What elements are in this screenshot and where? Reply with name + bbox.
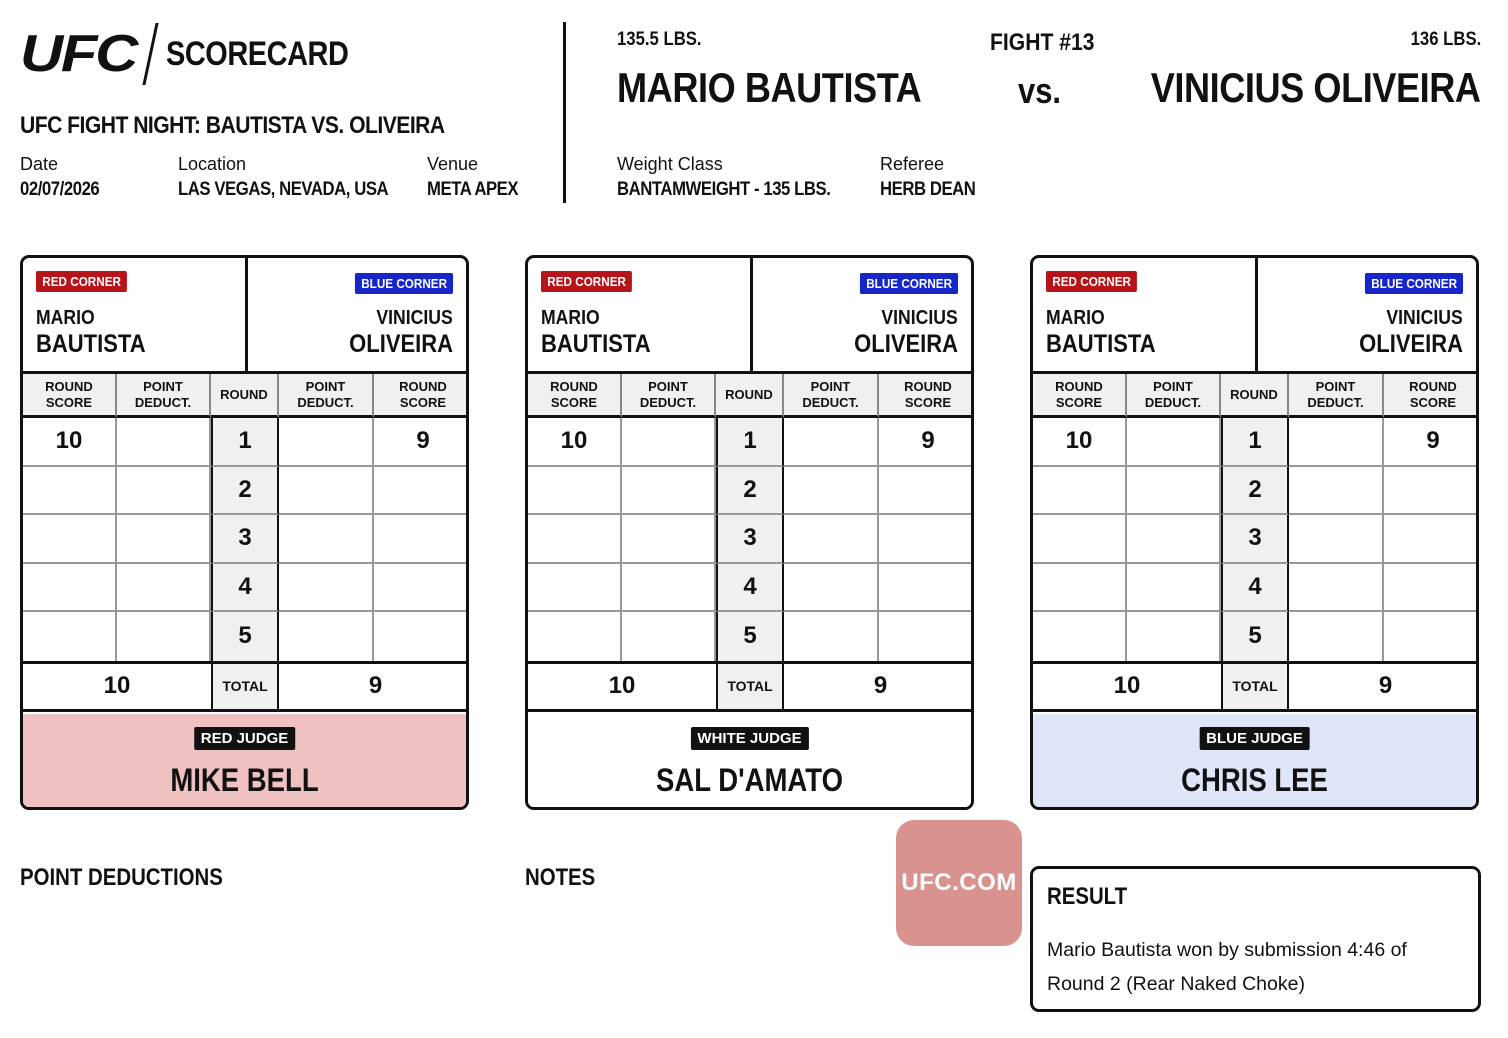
red-first-name: MARIO bbox=[36, 307, 95, 329]
blue-point-deduct bbox=[1289, 467, 1384, 516]
red-round-score bbox=[1033, 515, 1127, 564]
event-title: UFC FIGHT NIGHT: BAUTISTA VS. OLIVEIRA bbox=[20, 112, 445, 139]
notes-title: NOTES bbox=[525, 864, 596, 891]
red-point-deduct bbox=[622, 564, 716, 613]
scorecard-1 bbox=[20, 255, 469, 810]
date-value: 02/07/2026 bbox=[20, 179, 100, 200]
blue-corner-badge: BLUE CORNER bbox=[1365, 273, 1463, 294]
round-number: 3 bbox=[716, 515, 784, 564]
blue-round-score bbox=[879, 515, 974, 564]
round-number: 1 bbox=[716, 418, 784, 467]
judge-badge: RED JUDGE bbox=[194, 727, 296, 750]
blue-round-score bbox=[1384, 612, 1479, 661]
blue-total: 9 bbox=[1289, 661, 1479, 712]
round-number: 3 bbox=[1221, 515, 1289, 564]
blue-point-deduct bbox=[1289, 612, 1384, 661]
logo-divider bbox=[142, 23, 158, 85]
blue-total: 9 bbox=[784, 661, 974, 712]
total-label: TOTAL bbox=[1221, 661, 1289, 712]
red-round-score bbox=[23, 564, 117, 613]
blue-last-name: OLIVEIRA bbox=[854, 330, 958, 358]
watermark-text: UFC.COM bbox=[901, 869, 1017, 896]
card-fighters-header bbox=[23, 258, 466, 374]
blue-first-name: VINICIUS bbox=[376, 307, 453, 329]
versus-label: vs. bbox=[1018, 70, 1062, 111]
corner-divider bbox=[750, 258, 753, 371]
red-point-deduct bbox=[1127, 564, 1221, 613]
judge-name: MIKE BELL bbox=[170, 762, 319, 798]
ufc-logo-text: UFC bbox=[20, 25, 137, 83]
point-deductions-title: POINT DEDUCTIONS bbox=[20, 864, 223, 891]
red-corner-badge: RED CORNER bbox=[1046, 271, 1137, 292]
referee-value: HERB DEAN bbox=[880, 179, 976, 200]
red-point-deduct bbox=[1127, 612, 1221, 661]
red-first-name: MARIO bbox=[1046, 307, 1105, 329]
blue-point-deduct bbox=[279, 418, 374, 467]
fight-number: FIGHT #13 bbox=[990, 29, 1095, 56]
red-round-score-header: ROUND SCORE bbox=[528, 374, 622, 418]
red-last-name: BAUTISTA bbox=[36, 330, 146, 358]
red-fighter-name: MARIO BAUTISTA bbox=[617, 64, 922, 111]
red-point-deduct bbox=[117, 467, 211, 516]
weight-class-value: BANTAMWEIGHT - 135 LBS. bbox=[617, 179, 831, 200]
blue-round-score: 9 bbox=[879, 418, 974, 467]
red-last-name: BAUTISTA bbox=[541, 330, 651, 358]
red-point-deduct-header: POINT DEDUCT. bbox=[1127, 374, 1221, 418]
blue-round-score-header: ROUND SCORE bbox=[879, 374, 974, 418]
red-point-deduct bbox=[622, 612, 716, 661]
blue-round-score bbox=[1384, 515, 1479, 564]
card-fighters-header bbox=[1033, 258, 1476, 374]
red-fighter-weight: 135.5 LBS. bbox=[617, 29, 702, 50]
red-round-score bbox=[528, 612, 622, 661]
red-point-deduct bbox=[117, 515, 211, 564]
red-total: 10 bbox=[1033, 661, 1221, 712]
red-point-deduct bbox=[622, 515, 716, 564]
round-number: 3 bbox=[211, 515, 279, 564]
location-label: Location bbox=[178, 154, 247, 174]
scorecard-2 bbox=[525, 255, 974, 810]
blue-total: 9 bbox=[279, 661, 469, 712]
blue-round-score bbox=[879, 612, 974, 661]
blue-fighter-name: VINICIUS OLIVEIRA bbox=[1151, 64, 1481, 111]
red-point-deduct bbox=[622, 467, 716, 516]
red-round-score bbox=[528, 564, 622, 613]
red-round-score: 10 bbox=[528, 418, 622, 467]
round-header: ROUND bbox=[211, 374, 279, 418]
date-label: Date bbox=[20, 154, 59, 174]
blue-point-deduct-header: POINT DEDUCT. bbox=[279, 374, 374, 418]
blue-last-name: OLIVEIRA bbox=[349, 330, 453, 358]
blue-round-score bbox=[374, 467, 469, 516]
round-header: ROUND bbox=[1221, 374, 1289, 418]
round-number: 2 bbox=[211, 467, 279, 516]
judge-section bbox=[1033, 714, 1476, 810]
round-number: 5 bbox=[211, 612, 279, 661]
blue-round-score: 9 bbox=[1384, 418, 1479, 467]
ufc-scorecard-logo bbox=[20, 24, 381, 84]
round-number: 2 bbox=[1221, 467, 1289, 516]
red-point-deduct bbox=[1127, 418, 1221, 467]
red-round-score bbox=[1033, 564, 1127, 613]
round-number: 5 bbox=[1221, 612, 1289, 661]
judge-name: SAL D'AMATO bbox=[656, 762, 843, 798]
blue-fighter-weight: 136 LBS. bbox=[1410, 29, 1481, 50]
red-point-deduct bbox=[117, 418, 211, 467]
card-fighters-header bbox=[528, 258, 971, 374]
blue-point-deduct-header: POINT DEDUCT. bbox=[784, 374, 879, 418]
blue-point-deduct bbox=[784, 612, 879, 661]
red-point-deduct-header: POINT DEDUCT. bbox=[622, 374, 716, 418]
blue-round-score bbox=[374, 564, 469, 613]
blue-point-deduct-header: POINT DEDUCT. bbox=[1289, 374, 1384, 418]
blue-round-score bbox=[374, 515, 469, 564]
header-divider bbox=[563, 22, 566, 203]
blue-point-deduct bbox=[784, 467, 879, 516]
blue-corner-badge: BLUE CORNER bbox=[860, 273, 958, 294]
round-number: 4 bbox=[211, 564, 279, 613]
blue-point-deduct bbox=[784, 418, 879, 467]
red-point-deduct bbox=[117, 612, 211, 661]
red-first-name: MARIO bbox=[541, 307, 600, 329]
judge-name: CHRIS LEE bbox=[1181, 762, 1328, 798]
location-value: LAS VEGAS, NEVADA, USA bbox=[178, 179, 389, 200]
round-header: ROUND bbox=[716, 374, 784, 418]
red-total: 10 bbox=[528, 661, 716, 712]
red-round-score bbox=[23, 467, 117, 516]
red-point-deduct bbox=[1127, 467, 1221, 516]
judge-section bbox=[23, 714, 466, 810]
blue-first-name: VINICIUS bbox=[1386, 307, 1463, 329]
blue-point-deduct bbox=[784, 564, 879, 613]
blue-point-deduct bbox=[279, 467, 374, 516]
blue-last-name: OLIVEIRA bbox=[1359, 330, 1463, 358]
red-round-score: 10 bbox=[1033, 418, 1127, 467]
venue-label: Venue bbox=[427, 154, 479, 174]
round-number: 5 bbox=[716, 612, 784, 661]
judge-badge: BLUE JUDGE bbox=[1199, 727, 1310, 750]
red-point-deduct-header: POINT DEDUCT. bbox=[117, 374, 211, 418]
scorecard-3 bbox=[1030, 255, 1479, 810]
red-round-score bbox=[528, 467, 622, 516]
round-number: 4 bbox=[716, 564, 784, 613]
red-round-score bbox=[23, 612, 117, 661]
blue-round-score: 9 bbox=[374, 418, 469, 467]
total-label: TOTAL bbox=[211, 661, 279, 712]
blue-point-deduct bbox=[784, 515, 879, 564]
red-last-name: BAUTISTA bbox=[1046, 330, 1156, 358]
result-title: RESULT bbox=[1047, 883, 1128, 910]
red-round-score bbox=[1033, 612, 1127, 661]
scorecard-title: SCORECARD bbox=[165, 34, 349, 73]
blue-point-deduct bbox=[279, 564, 374, 613]
blue-round-score-header: ROUND SCORE bbox=[374, 374, 469, 418]
red-point-deduct bbox=[117, 564, 211, 613]
blue-round-score-header: ROUND SCORE bbox=[1384, 374, 1479, 418]
blue-point-deduct bbox=[279, 515, 374, 564]
blue-round-score bbox=[879, 564, 974, 613]
red-round-score bbox=[528, 515, 622, 564]
red-round-score-header: ROUND SCORE bbox=[1033, 374, 1127, 418]
blue-corner-badge: BLUE CORNER bbox=[355, 273, 453, 294]
venue-value: META APEX bbox=[427, 179, 519, 200]
red-round-score: 10 bbox=[23, 418, 117, 467]
blue-round-score bbox=[879, 467, 974, 516]
round-number: 1 bbox=[211, 418, 279, 467]
red-corner-badge: RED CORNER bbox=[36, 271, 127, 292]
result-text: Mario Bautista won by submission 4:46 of Round 2 (Rear Naked Choke) bbox=[1047, 939, 1407, 995]
red-total: 10 bbox=[23, 661, 211, 712]
judge-section bbox=[528, 714, 971, 810]
blue-round-score bbox=[374, 612, 469, 661]
weight-class-label: Weight Class bbox=[617, 154, 723, 174]
red-round-score bbox=[1033, 467, 1127, 516]
red-round-score-header: ROUND SCORE bbox=[23, 374, 117, 418]
blue-first-name: VINICIUS bbox=[881, 307, 958, 329]
blue-round-score bbox=[1384, 564, 1479, 613]
blue-point-deduct bbox=[1289, 515, 1384, 564]
blue-round-score bbox=[1384, 467, 1479, 516]
blue-point-deduct bbox=[1289, 418, 1384, 467]
red-point-deduct bbox=[1127, 515, 1221, 564]
red-corner-badge: RED CORNER bbox=[541, 271, 632, 292]
red-round-score bbox=[23, 515, 117, 564]
blue-point-deduct bbox=[1289, 564, 1384, 613]
blue-point-deduct bbox=[279, 612, 374, 661]
judge-badge: WHITE JUDGE bbox=[690, 727, 808, 750]
round-number: 2 bbox=[716, 467, 784, 516]
corner-divider bbox=[245, 258, 248, 371]
referee-label: Referee bbox=[880, 154, 945, 174]
corner-divider bbox=[1255, 258, 1258, 371]
red-point-deduct bbox=[622, 418, 716, 467]
total-label: TOTAL bbox=[716, 661, 784, 712]
ufc-com-watermark bbox=[896, 820, 1022, 946]
result-box bbox=[1030, 866, 1481, 1012]
round-number: 1 bbox=[1221, 418, 1289, 467]
round-number: 4 bbox=[1221, 564, 1289, 613]
